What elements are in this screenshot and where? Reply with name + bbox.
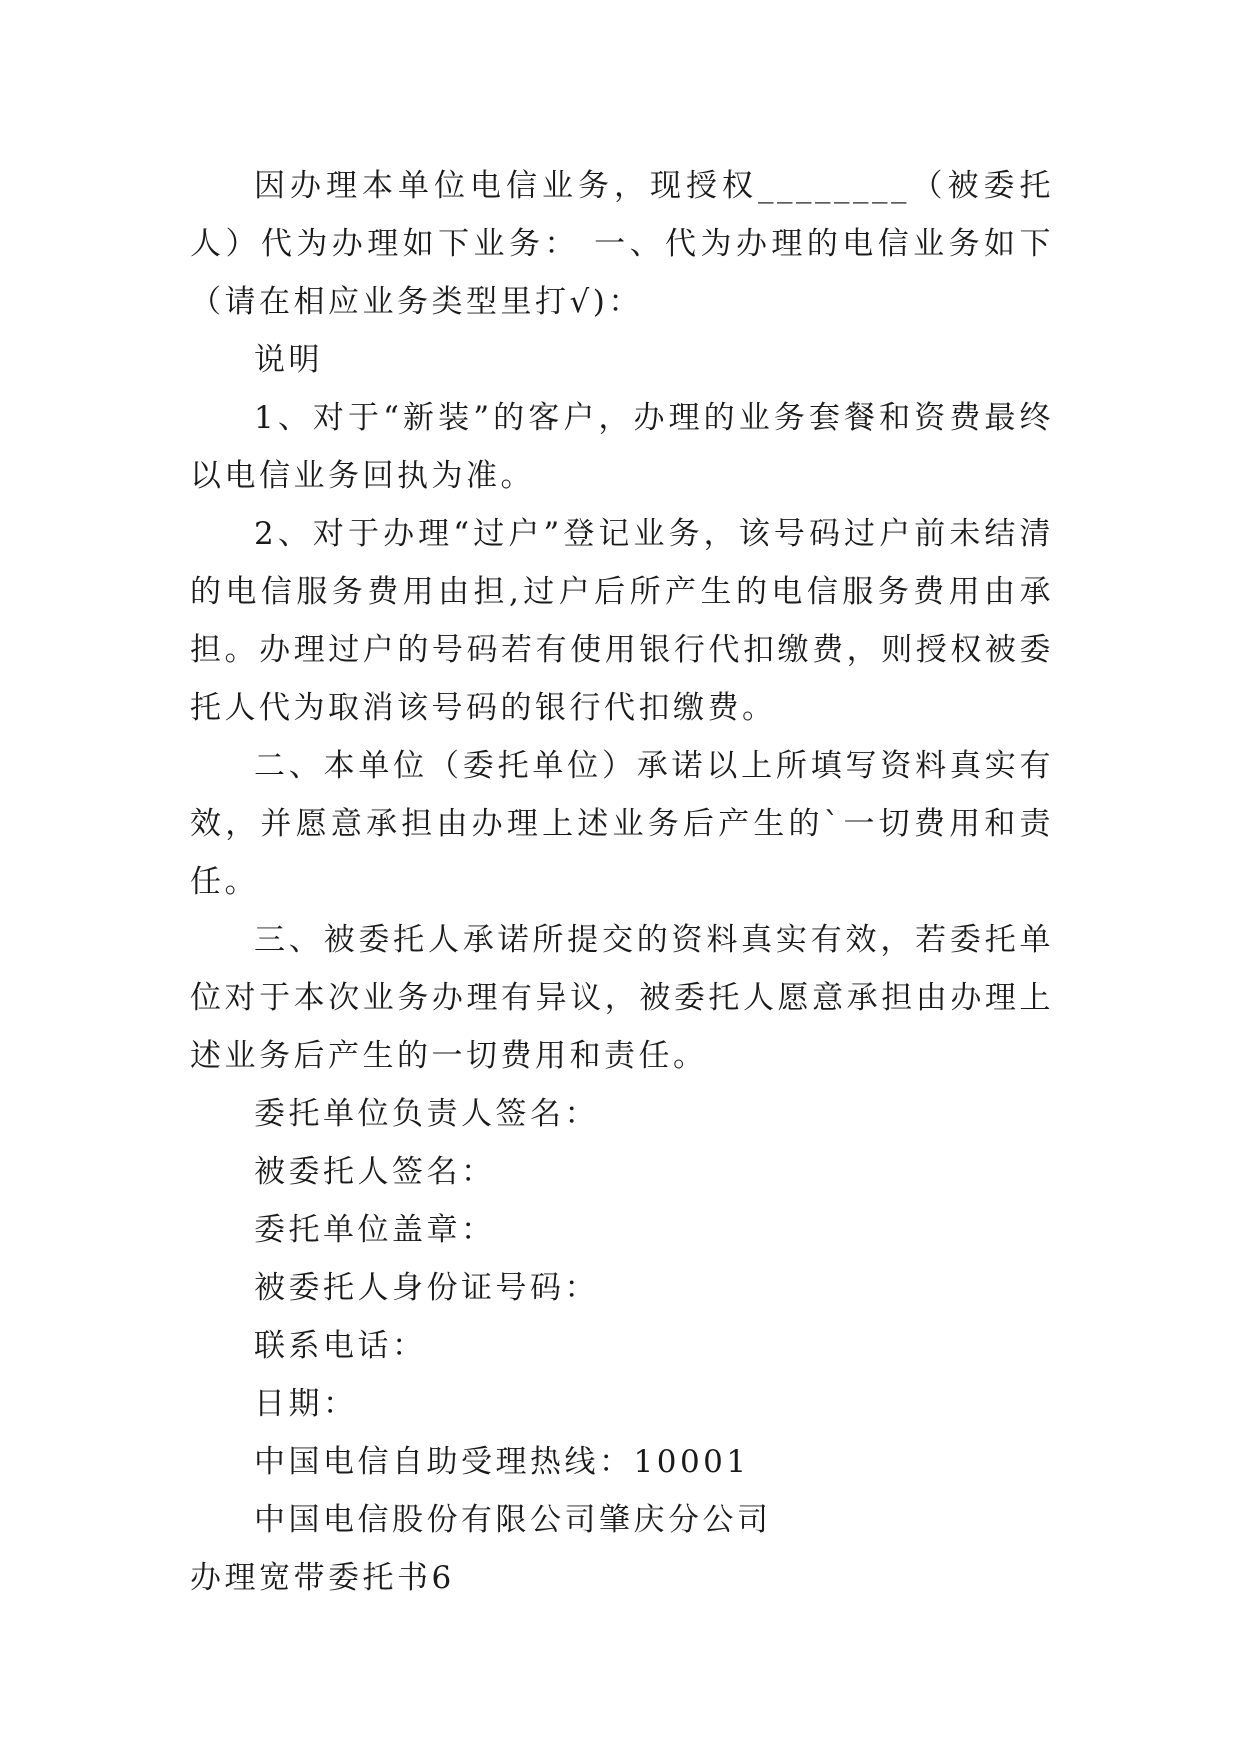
authorization-paragraph: 因办理本单位电信业务，现授权________（被委托人）代为办理如下业务： 一、代为办理的电信业务如下（请在相应业务类型里打√)： [190, 168, 1054, 320]
transfer-note: 2、对于办理“过户”登记业务，该号码过户前未结清的电信服务费用由担,过户后所产生的电信服务费用由承担。办理过户的号码若有使用银行代扣缴费，则授权被委托人代为取消该号码的银行代扣缴费。 [190, 516, 1054, 726]
company-name: 中国电信股份有限公司肇庆分公司 [254, 1502, 772, 1538]
unit-seal-field: 委托单位盖章： [254, 1212, 496, 1248]
date-field: 日期： [254, 1386, 358, 1422]
contact-phone-field: 联系电话： [254, 1328, 427, 1364]
explanation-heading: 说明 [254, 342, 323, 378]
agent-id-number-field: 被委托人身份证号码： [254, 1270, 599, 1306]
hotline-text: 中国电信自助受理热线：10001 [254, 1444, 750, 1480]
new-install-note: 1、对于“新装”的客户，办理的业务套餐和资费最终以电信业务回执为准。 [190, 400, 1054, 494]
document-body [190, 157, 1054, 1607]
unit-commitment: 二、本单位（委托单位）承诺以上所填写资料真实有效，并愿意承担由办理上述业务后产生的`一切费用和责任。 [190, 748, 1054, 900]
agent-commitment: 三、被委托人承诺所提交的资料真实有效，若委托单位对于本次业务办理有异议，被委托人愿意承担由办理上述业务后产生的一切费用和责任。 [190, 922, 1054, 1074]
next-document-title: 办理宽带委托书6 [190, 1560, 455, 1596]
agent-signature-field: 被委托人签名： [254, 1154, 496, 1190]
unit-head-signature-field: 委托单位负责人签名： [254, 1096, 599, 1132]
